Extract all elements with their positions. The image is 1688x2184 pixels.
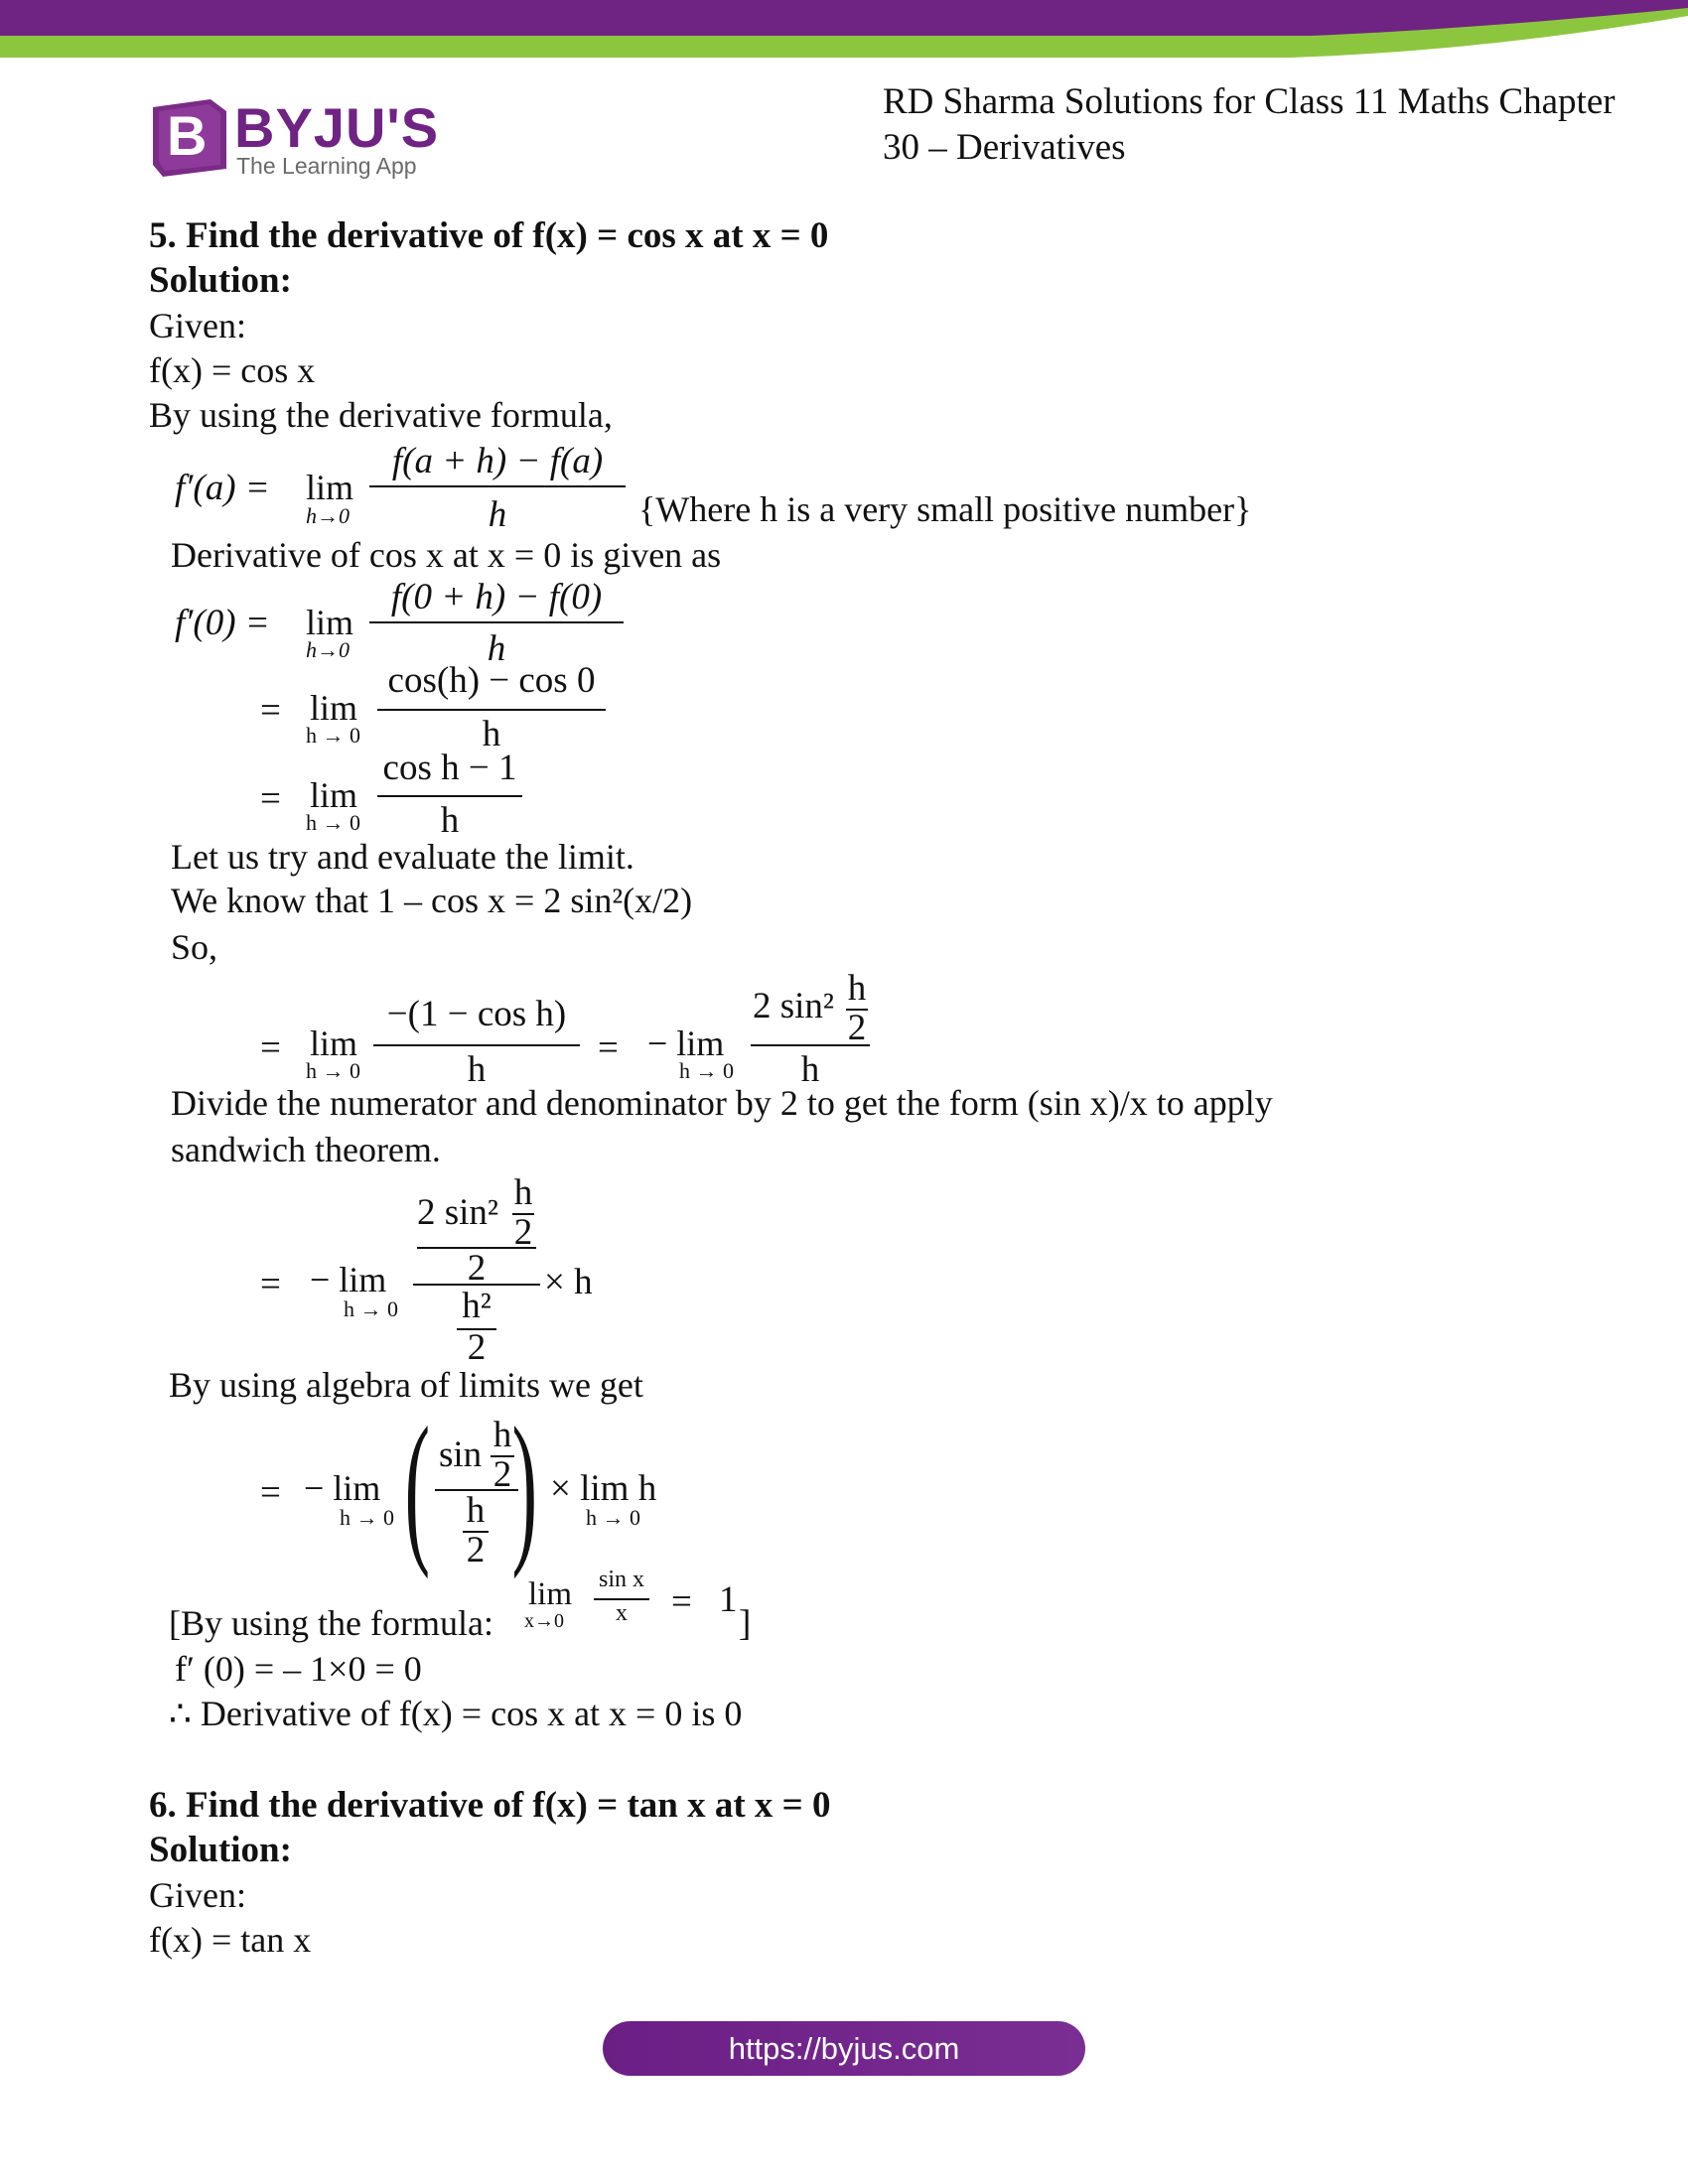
brand-tagline: The Learning App: [236, 153, 417, 179]
step4-fraction-bar: [373, 1044, 580, 1046]
divide-text-2: sandwich theorem.: [171, 1130, 441, 1169]
step6-lim-h-sub: h → 0: [586, 1505, 640, 1530]
formula-denominator: h: [488, 494, 507, 535]
step2-lim-sub: h → 0: [306, 723, 360, 748]
brand-name: BYJU'S: [234, 96, 440, 159]
step5-lower-den: 2: [467, 1327, 487, 1368]
step4-lim-sub: h → 0: [306, 1058, 360, 1083]
given-function-q6: f(x) = tan x: [149, 1920, 312, 1960]
step6-bot-h: h: [466, 1490, 486, 1531]
step4-eq2: =: [598, 1027, 619, 1068]
step2-fraction-bar: [377, 709, 606, 711]
doc-title-line1: RD Sharma Solutions for Class 11 Maths Chapter: [883, 81, 1616, 122]
step5-lower-num: h²: [462, 1286, 492, 1326]
step6-times-lim-h: × lim h: [550, 1468, 657, 1509]
know-text: We know that 1 – cos x = 2 sin²(x/2): [171, 881, 693, 920]
step1-fraction-bar: [369, 621, 624, 623]
formula-intro: By using the derivative formula,: [149, 395, 613, 435]
step6-top-2: 2: [492, 1454, 512, 1495]
formula-lim: lim: [306, 468, 354, 507]
step5-top-h: h: [513, 1172, 533, 1213]
step6-right-paren: ): [511, 1393, 538, 1579]
step5-top-2: 2: [513, 1212, 533, 1253]
step5-minus-lim: − lim: [310, 1260, 387, 1299]
step4-rnum-2: 2: [847, 1008, 867, 1048]
step4-rnum: 2 sin²: [753, 986, 835, 1026]
formula-lim-sub: h→0: [306, 503, 350, 528]
try-text: Let us try and evaluate the limit.: [171, 837, 634, 877]
step6-top-h: h: [492, 1415, 512, 1455]
step2-eq: =: [260, 690, 281, 731]
formula-numerator: f(a + h) − f(a): [391, 441, 604, 481]
step1-numerator: f(0 + h) − f(0): [390, 577, 603, 617]
step4-r-fraction-bar: [751, 1044, 870, 1046]
step5-lim-sub: h → 0: [344, 1297, 398, 1321]
step4-lim: lim: [310, 1024, 358, 1063]
step6-eq: =: [260, 1472, 281, 1513]
divide-text-1: Divide the numerator and denominator by 2 to get the form (sin x)/x to apply: [171, 1083, 1273, 1123]
step4-numerator: −(1 − cos h): [386, 994, 567, 1034]
step4-minus-lim: − lim: [647, 1024, 725, 1063]
top-banner: [0, 0, 1688, 60]
solution-label: Solution:: [149, 260, 292, 301]
formula-ref-den: x: [616, 1600, 628, 1626]
given-label: Given:: [149, 306, 246, 345]
logo-letter: B: [167, 104, 208, 167]
step4-eq: =: [260, 1027, 281, 1068]
step3-eq: =: [260, 778, 281, 819]
step5-times-h: × h: [544, 1262, 593, 1302]
formula-ref-prefix: [By using the formula:: [169, 1603, 493, 1643]
step6-minus-lim: − lim: [304, 1468, 381, 1508]
algebra-text: By using algebra of limits we get: [169, 1365, 643, 1405]
step3-denominator: h: [440, 800, 460, 841]
step2-numerator: cos(h) − cos 0: [387, 660, 596, 701]
step3-lim: lim: [310, 775, 358, 815]
formula-lhs: f′(a) =: [175, 468, 270, 508]
step4-rlim-sub: h → 0: [679, 1058, 734, 1083]
conclusion: ∴ Derivative of f(x) = cos x at x = 0 is 0: [169, 1694, 743, 1733]
byjus-logo[interactable]: [149, 97, 447, 182]
formula-fraction-bar: [369, 485, 626, 487]
step4-rnum-h: h: [847, 968, 867, 1009]
question-6-title: 6. Find the derivative of f(x) = tan x at x = 0: [149, 1785, 831, 1826]
so-text: So,: [171, 927, 218, 967]
formula-ref-num: sin x: [598, 1567, 644, 1592]
result-equation: f′ (0) = – 1×0 = 0: [175, 1649, 422, 1689]
solution-label-q6: Solution:: [149, 1830, 292, 1870]
step5-eq: =: [260, 1264, 281, 1304]
doc-title: [883, 79, 1616, 171]
formula-ref-eq: =: [671, 1581, 692, 1622]
step3-fraction-bar: [377, 795, 522, 797]
step6-left-paren: (: [404, 1393, 431, 1579]
step4-denominator: h: [467, 1049, 487, 1090]
step1-lim: lim: [306, 603, 354, 642]
step6-sin: sin: [439, 1434, 483, 1475]
step1-lhs: f′(0) =: [175, 603, 270, 643]
step3-lim-sub: h → 0: [306, 810, 360, 835]
step1-lim-sub: h→0: [306, 637, 350, 662]
step6-lim-sub: h → 0: [340, 1505, 394, 1530]
formula-ref-lim: lim: [528, 1576, 573, 1612]
step2-denominator: h: [482, 714, 501, 754]
formula-ref-val: 1: [719, 1579, 738, 1620]
given-label-q6: Given:: [149, 1875, 246, 1915]
formula-ref-close: ]: [739, 1603, 752, 1644]
footer-url-link[interactable]: https://byjus.com: [603, 2021, 1085, 2076]
step5-upper-den: 2: [467, 1248, 487, 1289]
step4-rden: h: [800, 1049, 820, 1090]
doc-title-line2: 30 – Derivatives: [883, 127, 1126, 168]
derivative-intro: Derivative of cos x at x = 0 is given as: [171, 535, 722, 575]
formula-note: {Where h is a very small positive number}: [638, 489, 1252, 529]
step1-denominator: h: [487, 628, 506, 669]
step6-bot-2: 2: [466, 1530, 486, 1570]
given-function: f(x) = cos x: [149, 350, 316, 390]
formula-ref-sub: x→0: [524, 1610, 564, 1632]
step2-lim: lim: [310, 688, 358, 728]
step3-numerator: cos h − 1: [382, 748, 517, 788]
step5-top-num: 2 sin²: [417, 1192, 499, 1233]
question-5-title: 5. Find the derivative of f(x) = cos x at x = 0: [149, 215, 829, 256]
